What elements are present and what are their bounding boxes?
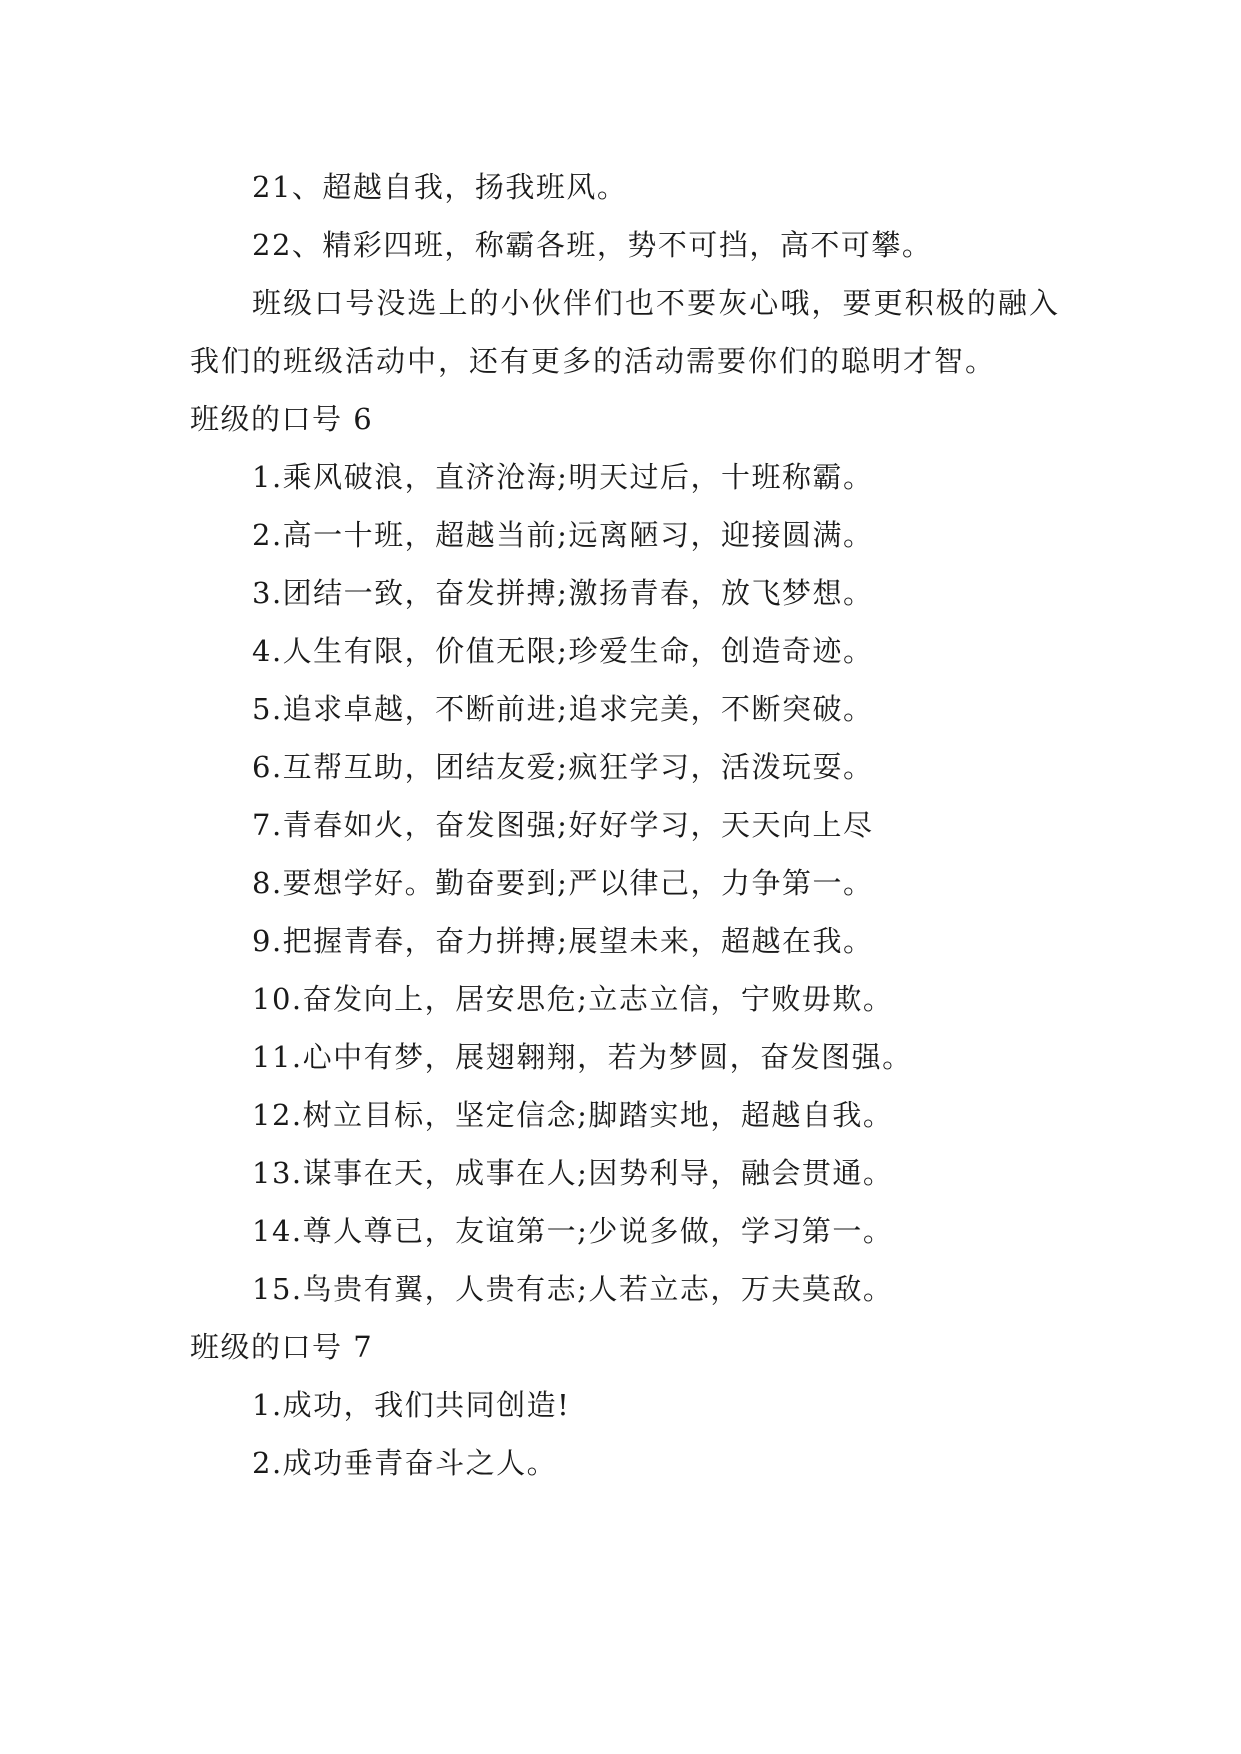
- list-item: 9.把握青春，奋力拼搏;展望未来，超越在我。: [252, 924, 874, 958]
- list-item: 1.成功，我们共同创造!: [252, 1388, 571, 1422]
- list-item: 13.谋事在天，成事在人;因势利导，融会贯通。: [252, 1156, 894, 1190]
- list-item: 7.青春如火，奋发图强;好好学习，天天向上尽: [252, 808, 874, 842]
- list-item: 2.成功垂青奋斗之人。: [252, 1446, 558, 1480]
- list-item: 2.高一十班，超越当前;远离陋习，迎接圆满。: [252, 518, 874, 552]
- list-item: 15.鸟贵有翼，人贵有志;人若立志，万夫莫敌。: [252, 1272, 894, 1306]
- list-item: 14.尊人尊已，友谊第一;少说多做，学习第一。: [252, 1214, 894, 1248]
- list-item: 8.要想学好。勤奋要到;严以律己，力争第一。: [252, 866, 874, 900]
- body-paragraph: 班级口号没选上的小伙伴们也不要灰心哦，要更积极的融入我们的班级活动中，还有更多的活动需要你们的聪明才智。: [190, 286, 1060, 378]
- list-item: 22、精彩四班，称霸各班，势不可挡，高不可攀。: [252, 228, 933, 262]
- list-item: 6.互帮互助，团结友爱;疯狂学习，活泼玩耍。: [252, 750, 874, 784]
- list-item: 4.人生有限，价值无限;珍爱生命，创造奇迹。: [252, 634, 874, 668]
- list-item: 11.心中有梦，展翅翱翔，若为梦圆，奋发图强。: [252, 1040, 913, 1074]
- section-heading-7: 班级的口号 7: [190, 1330, 374, 1364]
- document-body: [190, 158, 1060, 1492]
- section-heading-6: 班级的口号 6: [190, 402, 374, 436]
- list-item: 1.乘风破浪，直济沧海;明天过后，十班称霸。: [252, 460, 874, 494]
- list-item: 21、超越自我，扬我班风。: [252, 170, 628, 204]
- list-item: 10.奋发向上，居安思危;立志立信，宁败毋欺。: [252, 982, 894, 1016]
- list-item: 5.追求卓越，不断前进;追求完美，不断突破。: [252, 692, 874, 726]
- list-item: 12.树立目标，坚定信念;脚踏实地，超越自我。: [252, 1098, 894, 1132]
- list-item: 3.团结一致，奋发拼搏;激扬青春，放飞梦想。: [252, 576, 874, 610]
